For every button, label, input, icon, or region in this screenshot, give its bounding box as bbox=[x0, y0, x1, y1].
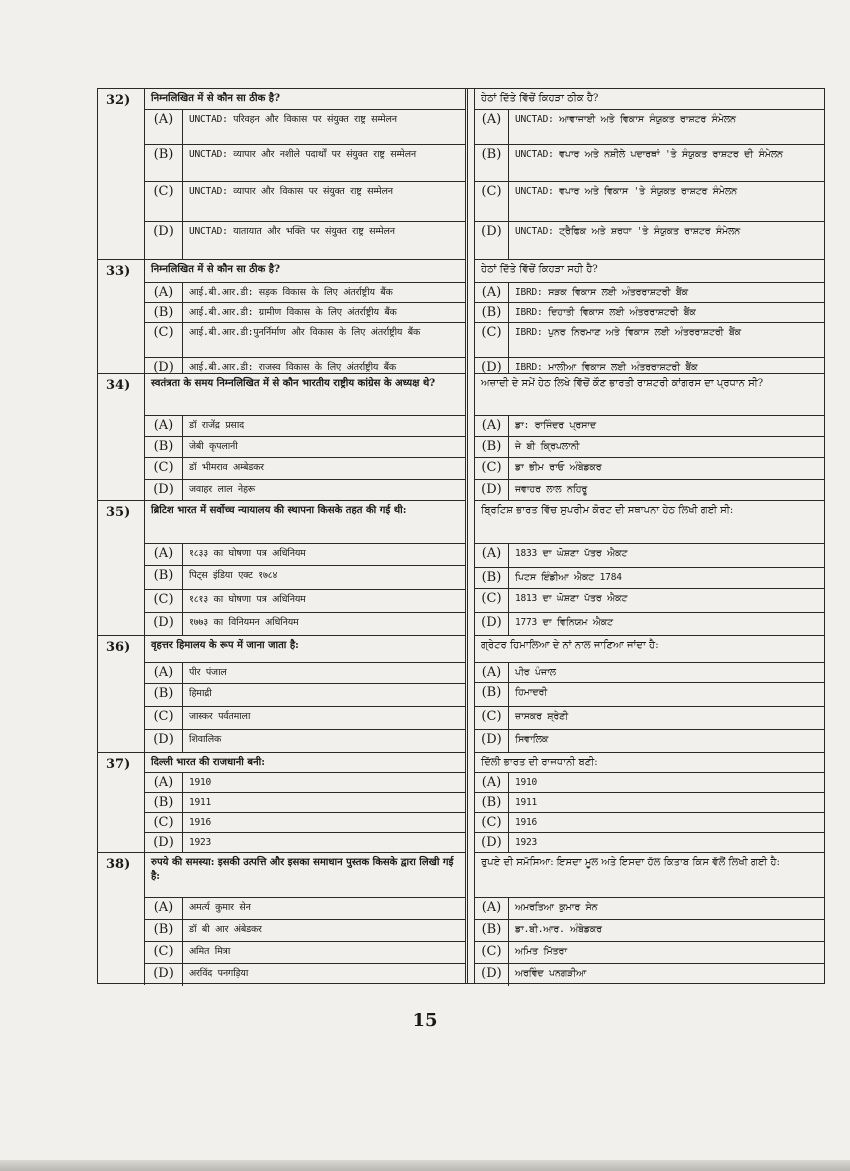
option-row bbox=[145, 282, 465, 302]
question-text: निम्नलिखित में से कौन सा ठीक है? bbox=[151, 93, 280, 104]
option-text: आई.बी.आर.डी: सड़क विकास के लिए अंतर्राष्ट्रीय बैंक bbox=[189, 287, 393, 298]
option-label: (C) bbox=[145, 813, 183, 832]
question-text: ਗ੍ਰੇਟਰ ਹਿਮਾਲਿਆ ਦੇ ਨਾਂ ਨਾਲ ਜਾਣਿਆ ਜਾਂਦਾ ਹੈ: bbox=[480, 640, 659, 651]
option-row bbox=[475, 963, 824, 986]
option-row bbox=[475, 109, 824, 144]
option-label: (D) bbox=[475, 833, 509, 853]
option-row bbox=[145, 772, 465, 792]
option-row bbox=[145, 589, 465, 612]
option-text: 1923 bbox=[189, 837, 212, 848]
option-text: 1910 bbox=[514, 777, 538, 788]
question-pa-block bbox=[475, 852, 824, 985]
question-pa-block bbox=[475, 752, 824, 852]
question-hi-block bbox=[98, 259, 465, 373]
option-text: ਪੀਰ ਪੰਜਾਲ bbox=[514, 667, 556, 678]
option-row bbox=[145, 706, 465, 729]
option-row bbox=[475, 221, 824, 259]
option-text: आई.बी.आर.डी:पुनर्निर्माण और विकास के लिए अंतर्राष्ट्रीय बैंक bbox=[189, 327, 421, 338]
option-label: (A) bbox=[475, 773, 509, 792]
option-label: (A) bbox=[145, 416, 183, 436]
option-text: शिवालिक bbox=[189, 734, 222, 745]
option-label: (C) bbox=[475, 182, 509, 221]
option-label: (C) bbox=[145, 942, 183, 963]
question-text: ब्रिटिश भारत में सर्वोच्च न्यायालय की स्थापना किसके तहत की गई थी: bbox=[151, 505, 407, 516]
option-row bbox=[475, 832, 824, 853]
option-row bbox=[145, 181, 465, 221]
option-label: (A) bbox=[475, 283, 509, 302]
option-label: (B) bbox=[475, 793, 509, 812]
option-row bbox=[475, 144, 824, 181]
option-text: जवाहर लाल नेहरू bbox=[189, 484, 256, 495]
option-text: ਸਿਵਾਲਿਕ bbox=[514, 734, 549, 745]
question-text: ਬ੍ਰਿਟਿਸ਼ ਭਾਰਤ ਵਿੱਚ ਸੁਪਰੀਮ ਕੋਰਟ ਦੀ ਸਥਾਪਨਾ ਹੇਠ ਲਿਖੀ ਗਈ ਸੀ: bbox=[480, 505, 734, 516]
question-number: 33) bbox=[98, 260, 145, 373]
option-text: अरविंद पनगड़िया bbox=[189, 968, 249, 979]
option-label: (B) bbox=[475, 145, 509, 181]
option-text: 1916 bbox=[189, 817, 212, 828]
question-number: 35) bbox=[98, 501, 145, 635]
option-label: (B) bbox=[145, 566, 183, 589]
option-label: (C) bbox=[145, 707, 183, 729]
option-row bbox=[475, 792, 824, 812]
option-label: (D) bbox=[145, 613, 183, 636]
option-row bbox=[475, 662, 824, 682]
option-row bbox=[145, 662, 465, 683]
option-label: (A) bbox=[475, 544, 509, 567]
option-row bbox=[475, 812, 824, 832]
option-text: अमर्त्य कुमार सेन bbox=[189, 902, 251, 913]
option-text: पिट्स इंडिया एक्ट १७८४ bbox=[189, 570, 278, 581]
option-row bbox=[145, 812, 465, 832]
option-label: (B) bbox=[475, 568, 509, 588]
option-row bbox=[475, 919, 824, 941]
question-text: स्वतंत्रता के समय निम्नलिखित में से कौन भारतीय राष्ट्रीय कांग्रेस के अध्यक्ष थे? bbox=[151, 378, 436, 389]
option-text: डॉ राजेंद्र प्रसाद bbox=[189, 420, 244, 431]
option-row bbox=[145, 565, 465, 589]
option-label: (B) bbox=[145, 303, 183, 322]
question-number: 36) bbox=[98, 636, 145, 752]
question-text: ਰੁਪਏ ਦੀ ਸਮੱਸਿਆ: ਇਸਦਾ ਮੂਲ ਅਤੇ ਇਸਦਾ ਹੱਲ ਕਿਤਾਬ ਕਿਸ ਵੱਲੋਂ ਲਿਖੀ ਗਈ ਹੈ: bbox=[480, 857, 780, 868]
option-label: (D) bbox=[475, 964, 509, 986]
option-row bbox=[145, 221, 465, 259]
option-label: (D) bbox=[145, 480, 183, 501]
option-text: UNCTAD: यातायात और भक्ति पर संयुक्त राष्ट्र सम्मेलन bbox=[189, 226, 395, 237]
option-row bbox=[475, 941, 824, 963]
option-text: 1833 ਦਾ ਘੋਸ਼ਣਾ ਪੱਤਰ ਐਕਟ bbox=[514, 548, 628, 559]
option-label: (A) bbox=[475, 663, 509, 682]
option-text: IBRD: ਦਿਹਾਤੀ ਵਿਕਾਸ ਲਈ ਅੰਤਰਰਾਸ਼ਟਰੀ ਬੈਂਕ bbox=[514, 307, 696, 318]
option-text: IBRD: ਪੁਨਰ ਨਿਰਮਾਣ ਅਤੇ ਵਿਕਾਸ ਲਈ ਅੰਤਰਰਾਸ਼ਟਰੀ ਬੈਂਕ bbox=[514, 327, 741, 338]
option-label: (A) bbox=[145, 898, 183, 919]
option-label: (D) bbox=[475, 222, 509, 259]
option-label: (D) bbox=[145, 964, 183, 986]
option-text: आई.बी.आर.डी: राजस्व विकास के लिए अंतर्राष्ट्रीय बैंक bbox=[189, 362, 396, 373]
option-text: UNCTAD: ਵਪਾਰ ਅਤੇ ਵਿਕਾਸ 'ਤੇ ਸੰਯੁਕਤ ਰਾਸ਼ਟਰ ਸੰਮੇਲਨ bbox=[514, 186, 737, 197]
option-row bbox=[145, 436, 465, 457]
option-text: पीर पंजाल bbox=[189, 667, 227, 678]
option-text: UNCTAD: ਵਪਾਰ ਅਤੇ ਨਸ਼ੀਲੇ ਪਦਾਰਥਾਂ 'ਤੇ ਸੰਯੁਕਤ ਰਾਸ਼ਟਰ ਦੀ ਸੰਮੇਲਨ bbox=[514, 149, 783, 160]
option-label: (B) bbox=[475, 920, 509, 941]
option-label: (A) bbox=[475, 110, 509, 144]
option-row bbox=[475, 682, 824, 706]
option-text: UNCTAD: व्यापार और नशीले पदार्थों पर संयुक्त राष्ट्र सम्मेलन bbox=[189, 149, 416, 160]
option-text: डॉ भीमराव अम्बेडकर bbox=[189, 462, 264, 473]
question-hi-block bbox=[98, 752, 465, 852]
option-label: (C) bbox=[475, 323, 509, 357]
question-text: वृहत्तर हिमालय के रूप में जाना जाता है: bbox=[151, 640, 299, 651]
option-text: 1923 bbox=[514, 837, 538, 848]
option-row bbox=[475, 612, 824, 636]
option-label: (A) bbox=[475, 898, 509, 919]
option-label: (D) bbox=[145, 730, 183, 753]
option-row bbox=[475, 567, 824, 588]
option-text: आई.बी.आर.डी: ग्रामीण विकास के लिए अंतर्राष्ट्रीय बैंक bbox=[189, 307, 397, 318]
option-text: 1773 ਦਾ ਵਿਨਿਯਮ ਐਕਟ bbox=[514, 617, 613, 628]
option-label: (C) bbox=[145, 182, 183, 221]
option-label: (D) bbox=[145, 358, 183, 374]
option-row bbox=[145, 683, 465, 706]
question-hi-block bbox=[98, 635, 465, 752]
option-row bbox=[475, 729, 824, 753]
option-text: जास्कर पर्वतमाला bbox=[189, 711, 251, 722]
option-row bbox=[145, 612, 465, 636]
question-text: रुपये की समस्या: इसकी उत्पत्ति और इसका समाधान पुस्तक किसके द्वारा लिखी गई है: bbox=[151, 857, 454, 882]
option-text: 1910 bbox=[189, 777, 212, 788]
punjabi-column bbox=[474, 89, 824, 983]
option-text: १७७३ का विनियमन अधिनियम bbox=[189, 617, 299, 628]
option-text: ਅਰਵਿੰਦ ਪਨਗੜੀਆ bbox=[514, 968, 587, 979]
option-label: (C) bbox=[475, 589, 509, 612]
option-text: हिमाद्री bbox=[189, 688, 212, 699]
question-pa-block bbox=[475, 635, 824, 752]
option-row bbox=[475, 415, 824, 436]
hindi-column bbox=[98, 89, 468, 983]
option-row bbox=[145, 357, 465, 374]
option-row bbox=[145, 792, 465, 812]
option-label: (A) bbox=[145, 773, 183, 792]
option-row bbox=[145, 457, 465, 479]
option-row bbox=[145, 832, 465, 853]
option-text: 1813 ਦਾ ਘੋਸ਼ਣਾ ਪੱਤਰ ਐਕਟ bbox=[514, 593, 628, 604]
option-label: (C) bbox=[475, 707, 509, 729]
option-row bbox=[475, 436, 824, 457]
option-row bbox=[475, 181, 824, 221]
option-text: ਹਿਮਾਦਰੀ bbox=[514, 687, 548, 698]
question-text: निम्नलिखित में से कौन सा ठीक है? bbox=[151, 264, 280, 275]
option-row bbox=[475, 282, 824, 302]
option-row bbox=[475, 543, 824, 567]
question-sheet bbox=[97, 88, 825, 984]
option-text: जेबी कृपलानी bbox=[189, 441, 238, 452]
question-hi-block bbox=[98, 89, 465, 259]
option-label: (A) bbox=[145, 663, 183, 683]
question-text: दिल्ली भारत की राजधानी बनी: bbox=[151, 757, 265, 768]
option-label: (A) bbox=[145, 283, 183, 302]
option-row bbox=[145, 144, 465, 181]
option-text: UNCTAD: व्यापार और विकास पर संयुक्त राष्ट्र सम्मेलन bbox=[189, 186, 393, 197]
question-pa-block bbox=[475, 89, 824, 259]
option-row bbox=[475, 706, 824, 729]
option-label: (D) bbox=[475, 358, 509, 374]
option-text: अमित मित्रा bbox=[189, 946, 231, 957]
option-row bbox=[475, 302, 824, 322]
option-row bbox=[145, 897, 465, 919]
option-row bbox=[145, 302, 465, 322]
option-label: (D) bbox=[145, 833, 183, 853]
option-label: (B) bbox=[145, 684, 183, 706]
option-text: ਡਾ: ਰਾਜਿੰਦਰ ਪ੍ਰਸਾਦ bbox=[514, 420, 597, 431]
option-row bbox=[145, 919, 465, 941]
option-label: (A) bbox=[145, 110, 183, 144]
question-number: 34) bbox=[98, 374, 145, 500]
option-label: (A) bbox=[475, 416, 509, 436]
option-label: (B) bbox=[145, 145, 183, 181]
option-text: ਜਵਾਹਰ ਲਾਲ ਨਹਿਰੂ bbox=[514, 484, 588, 495]
option-text: ਪਿਟਸ ਇੰਡੀਆ ਐਕਟ 1784 bbox=[514, 572, 622, 583]
option-row bbox=[145, 415, 465, 436]
option-row bbox=[475, 479, 824, 501]
option-text: 1911 bbox=[189, 797, 212, 808]
page-number: 15 bbox=[412, 1010, 438, 1031]
option-label: (B) bbox=[145, 793, 183, 812]
option-label: (C) bbox=[475, 458, 509, 479]
question-hi-block bbox=[98, 373, 465, 500]
option-text: ਅਮਿਤ ਮਿੱਤਰਾ bbox=[514, 946, 567, 957]
option-label: (C) bbox=[145, 323, 183, 357]
option-label: (C) bbox=[145, 590, 183, 612]
option-row bbox=[475, 897, 824, 919]
question-number: 32) bbox=[98, 89, 145, 259]
question-text: ਹੇਠਾਂ ਦਿੱਤੇ ਵਿੱਚੋਂ ਕਿਹੜਾ ਠੀਕ ਹੈ? bbox=[480, 93, 599, 104]
option-label: (B) bbox=[145, 920, 183, 941]
question-text: ਅਜ਼ਾਦੀ ਦੇ ਸਮੇਂ ਹੇਠ ਲਿਖੇ ਵਿੱਚੋਂ ਕੌਣ ਭਾਰਤੀ ਰਾਸ਼ਟਰੀ ਕਾਂਗਰਸ ਦਾ ਪ੍ਰਧਾਨ ਸੀ? bbox=[480, 378, 764, 389]
option-text: १८३३ का घोषणा पत्र अधिनियम bbox=[189, 548, 306, 559]
option-text: UNCTAD: परिवहन और विकास पर संयुक्त राष्ट्र सम्मेलन bbox=[189, 114, 397, 125]
option-text: UNCTAD: ਆਵਾਜਾਈ ਅਤੇ ਵਿਕਾਸ ਸੰਯੁਕਤ ਰਾਸ਼ਟਰ ਸੰਮੇਲਨ bbox=[514, 114, 736, 125]
question-text: ਦਿੱਲੀ ਭਾਰਤ ਦੀ ਰਾਜਧਾਨੀ ਬਣੀ: bbox=[480, 757, 598, 768]
option-row bbox=[145, 109, 465, 144]
option-label: (B) bbox=[475, 437, 509, 457]
option-label: (D) bbox=[475, 480, 509, 501]
option-text: IBRD: ਸੜਕ ਵਿਕਾਸ ਲਈ ਅੰਤਰਰਾਸ਼ਟਰੀ ਬੈਂਕ bbox=[514, 287, 688, 298]
option-text: 1911 bbox=[514, 797, 538, 808]
option-row bbox=[145, 729, 465, 753]
option-text: ਅਮਰਤਿਆ ਕੁਮਾਰ ਸੇਨ bbox=[514, 902, 598, 913]
option-row bbox=[145, 322, 465, 357]
option-row bbox=[145, 479, 465, 501]
option-label: (C) bbox=[475, 942, 509, 963]
question-text: ਹੇਠਾਂ ਦਿੱਤੇ ਵਿੱਚੋਂ ਕਿਹੜਾ ਸਹੀ ਹੈ? bbox=[480, 264, 598, 275]
option-label: (A) bbox=[145, 544, 183, 565]
option-text: १८१३ का घोषणा पत्र अधिनियम bbox=[189, 594, 306, 605]
option-text: ਜੇ ਬੀ ਕ੍ਰਿਪਲਾਨੀ bbox=[514, 441, 580, 452]
option-row bbox=[145, 543, 465, 565]
option-label: (B) bbox=[475, 303, 509, 322]
page-edge bbox=[0, 1160, 850, 1171]
option-row bbox=[475, 322, 824, 357]
option-text: UNCTAD: ਟ੍ਰੈਫਿਕ ਅਤੇ ਸ਼ਰਧਾ 'ਤੇ ਸੰਯੁਕਤ ਰਾਸ਼ਟਰ ਸੰਮੇਲਨ bbox=[514, 226, 741, 237]
question-hi-block bbox=[98, 852, 465, 985]
option-text: ਡਾ.ਬੀ.ਆਰ. ਅੰਬੇਡਕਰ bbox=[514, 924, 602, 935]
option-label: (C) bbox=[145, 458, 183, 479]
question-pa-block bbox=[475, 373, 824, 500]
option-label: (B) bbox=[475, 683, 509, 706]
option-row bbox=[145, 941, 465, 963]
option-label: (D) bbox=[475, 613, 509, 636]
option-row bbox=[475, 772, 824, 792]
option-label: (C) bbox=[475, 813, 509, 832]
option-row bbox=[475, 357, 824, 374]
option-row bbox=[145, 963, 465, 986]
question-number: 38) bbox=[98, 853, 145, 985]
option-text: डॉ बी आर अंबेडकर bbox=[189, 924, 262, 935]
option-text: ਡਾ ਭੀਮ ਰਾਓ ਅੰਬੇਡਕਰ bbox=[514, 462, 602, 473]
option-row bbox=[475, 588, 824, 612]
question-pa-block bbox=[475, 259, 824, 373]
option-label: (D) bbox=[145, 222, 183, 259]
option-label: (D) bbox=[475, 730, 509, 753]
option-text: IBRD: ਮਾਲੀਆ ਵਿਕਾਸ ਲਈ ਅੰਤਰਰਾਸ਼ਟਰੀ ਬੈਂਕ bbox=[514, 362, 698, 373]
option-text: 1916 bbox=[514, 817, 538, 828]
option-text: ਜ਼ਾਸਕਰ ਸ਼੍ਰੇਣੀ bbox=[514, 711, 568, 722]
question-hi-block bbox=[98, 500, 465, 635]
question-number: 37) bbox=[98, 753, 145, 852]
question-pa-block bbox=[475, 500, 824, 635]
option-label: (B) bbox=[145, 437, 183, 457]
option-row bbox=[475, 457, 824, 479]
